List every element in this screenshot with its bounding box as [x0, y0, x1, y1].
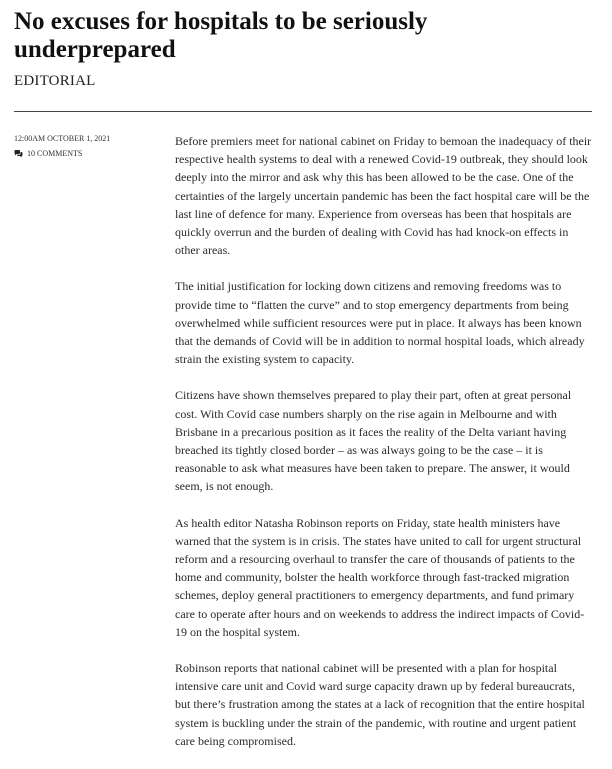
comment-bubbles-icon — [14, 150, 23, 158]
comments-count: 10 COMMENTS — [27, 149, 83, 158]
article-paragraph: As health editor Natasha Robinson reports on Friday, state health ministers have warned that the system is in crisis. The states have united to call for urgent structural reform and a resourcing overhaul to transfer the care of thousands of patients to the home and community, bolster the health workforce through fast-tracked migration schemes, deploy general practitioners to emergency departments, and fund primary care to operate after hours and on weekends to address the indirect impacts of Covid-19 on the hospital system. — [175, 515, 585, 639]
comments-link[interactable] — [14, 148, 164, 159]
publish-timestamp: 12:00AM OCTOBER 1, 2021 — [14, 134, 111, 143]
header-divider — [14, 111, 592, 112]
article-headline: No excuses for hospitals to be seriously underprepared — [14, 8, 428, 63]
article-meta — [14, 133, 164, 159]
article-paragraph: The initial justification for locking down citizens and removing freedoms was to provide time to “flatten the curve” and to stop emergency departments from being overwhelmed while sufficient resources were put in place. It always has been known that the demands of Covid will be in addition to normal hospital loads, which already strain the existing system to capacity. — [175, 279, 585, 367]
article-paragraph: Citizens have shown themselves prepared to play their part, often at great personal cost. With Covid case numbers sharply on the rise again in Melbourne and with Brisbane in a precarious position as it faces the reality of the Delta variant having breached its tightly closed border – as was always going to be the case – it is reasonable to ask what measures have been taken to prepare. The answer, it would seem, is not enough. — [175, 388, 572, 494]
article-paragraph: Before premiers meet for national cabinet on Friday to bemoan the inadequacy of their respective health systems to deal with a renewed Covid-19 outbreak, they should look deeply into the mirror and ask why this has been allowed to be the case. One of the certainties of the largely uncertain pandemic has been the fact hospital care will be the last line of defence for many. Experience from overseas has been that hospitals are quickly overrun and the burden of dealing with Covid has had knock-on effects in other areas. — [175, 134, 592, 258]
article-body — [175, 132, 592, 768]
article-paragraph: Robinson reports that national cabinet will be presented with a plan for hospital intensive care unit and Covid ward surge capacity drawn up by federal bureaucrats, but there’s frustration among the states at a lack of recognition that the entire hospital system is buckling under the strain of the pandemic, with routine and urgent patient care being compromised. — [175, 661, 585, 748]
section-label[interactable]: EDITORIAL — [14, 73, 96, 89]
